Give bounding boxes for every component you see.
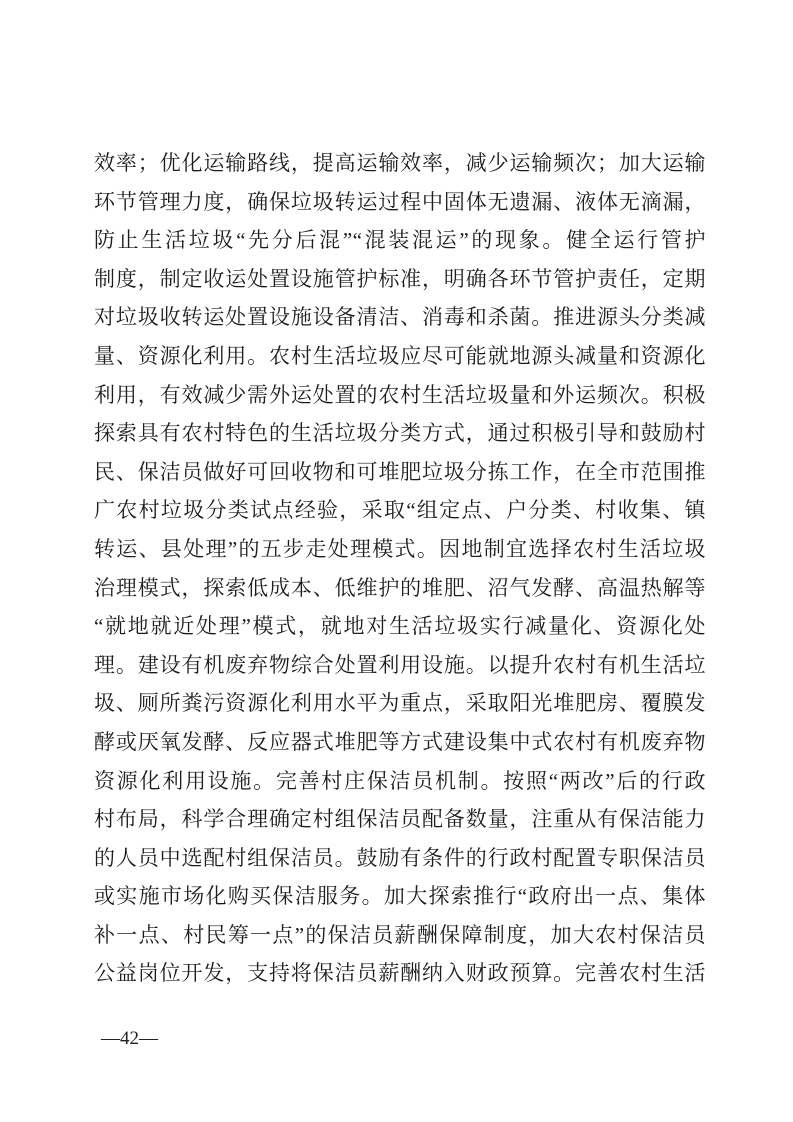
text-line: 广农村垃圾分类试点经验，采取“组定点、户分类、村收集、镇	[94, 498, 706, 523]
text-line: 理。建设有机废弃物综合处置利用设施。以提升农村有机生活垃	[94, 652, 706, 677]
text-line: 的人员中选配村组保洁员。鼓励有条件的行政村配置专职保洁员	[94, 845, 706, 870]
text-line: 酵或厌氧发酵、反应器式堆肥等方式建设集中式农村有机废弃物	[94, 729, 706, 754]
text-line: 利用，有效减少需外运处置的农村生活垃圾量和外运频次。积极	[94, 382, 706, 407]
body-text	[94, 144, 706, 993]
page-number: —42—	[101, 1028, 158, 1049]
text-line: 对垃圾收转运处置设施设备清洁、消毒和杀菌。推进源头分类减	[94, 305, 706, 330]
text-line: 治理模式，探索低成本、低维护的堆肥、沼气发酵、高温热解等	[94, 575, 706, 600]
text-line: 制度，制定收运处置设施管护标准，明确各环节管护责任，定期	[94, 266, 706, 291]
text-line: 公益岗位开发，支持将保洁员薪酬纳入财政预算。完善农村生活	[94, 961, 706, 986]
text-line: 补一点、村民筹一点”的保洁员薪酬保障制度，加大农村保洁员	[94, 922, 706, 947]
text-line: 探索具有农村特色的生活垃圾分类方式，通过积极引导和鼓励村	[94, 421, 706, 446]
text-line: 村布局，科学合理确定村组保洁员配备数量，注重从有保洁能力	[94, 807, 706, 832]
text-line: 圾、厕所粪污资源化利用水平为重点，采取阳光堆肥房、覆膜发	[94, 691, 706, 716]
text-line: 或实施市场化购买保洁服务。加大探索推行“政府出一点、集体	[94, 884, 706, 909]
text-line: 转运、县处理”的五步走处理模式。因地制宜选择农村生活垃圾	[94, 536, 706, 561]
text-line: “就地就近处理”模式，就地对生活垃圾实行减量化、资源化处	[94, 614, 706, 639]
text-line: 资源化利用设施。完善村庄保洁员机制。按照“两改”后的行政	[94, 768, 706, 793]
text-line: 防止生活垃圾“先分后混”“混装混运”的现象。健全运行管护	[94, 228, 706, 253]
text-line: 效率；优化运输路线，提高运输效率，减少运输频次；加大运输	[94, 151, 706, 175]
text-line: 量、资源化利用。农村生活垃圾应尽可能就地源头减量和资源化	[94, 343, 706, 368]
text-line: 环节管理力度，确保垃圾转运过程中固体无遗漏、液体无滴漏，	[94, 189, 706, 214]
text-line: 民、保洁员做好可回收物和可堆肥垃圾分拣工作，在全市范围推	[94, 459, 706, 484]
